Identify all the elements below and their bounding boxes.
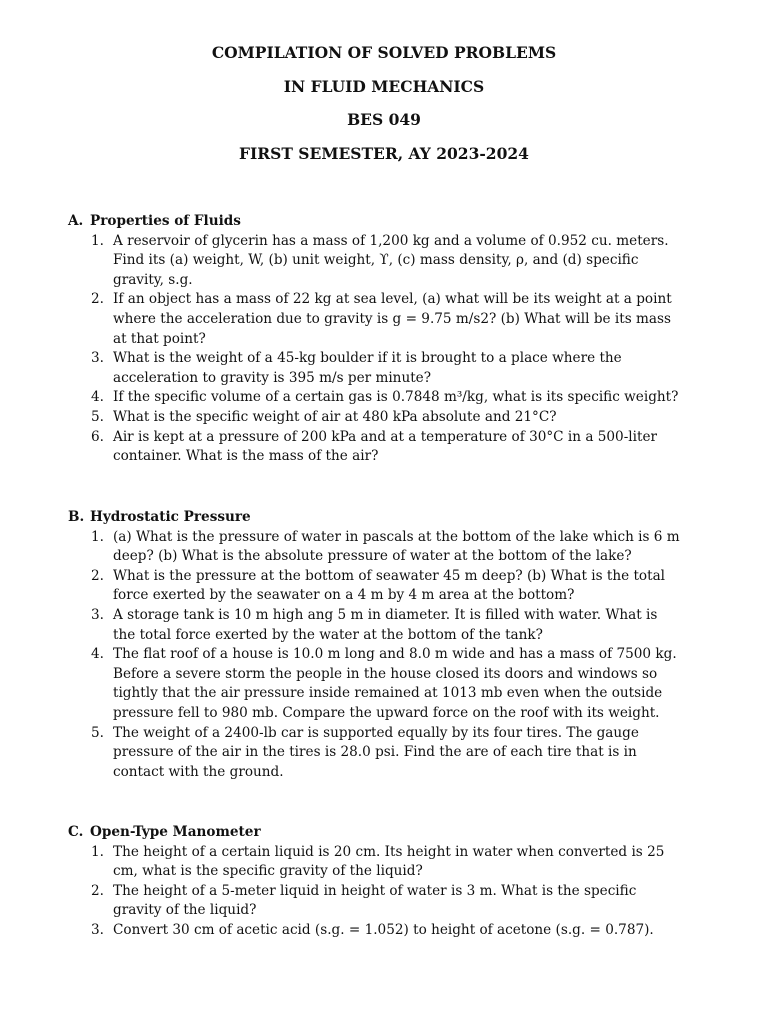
problem-text-line: Before a severe storm the people in the house closed its doors and windows so: [113, 665, 658, 682]
problem-text-line: acceleration to gravity is 395 m/s per minute?: [113, 369, 431, 386]
section-properties-of-fluids: [68, 212, 728, 467]
problem-number: 1.: [91, 843, 104, 860]
problem-item: [68, 606, 728, 645]
problem-text-line: gravity of the liquid?: [113, 902, 257, 919]
problem-list: [68, 843, 728, 941]
section-open-type-manometer: [68, 823, 728, 941]
problem-number: 2.: [91, 882, 104, 899]
problem-item: [68, 290, 728, 349]
problem-text-line: A storage tank is 10 m high ang 5 m in diameter. It is filled with water. What is: [113, 606, 658, 623]
problem-text-line: gravity, s.g.: [113, 271, 193, 288]
problem-number: 3.: [91, 606, 104, 623]
problem-number: 1.: [91, 232, 104, 249]
problem-text-line: The height of a 5-meter liquid in height of water is 3 m. What is the specific: [113, 882, 637, 899]
problem-list: [68, 528, 728, 783]
problem-item: [68, 645, 728, 723]
problem-text-line: container. What is the mass of the air?: [113, 448, 379, 465]
title-line-3: BES 049: [347, 110, 421, 129]
problem-text-line: pressure fell to 980 mb. Compare the upward force on the roof with its weight.: [113, 704, 660, 721]
problem-text-line: Convert 30 cm of acetic acid (s.g. = 1.052) to height of acetone (s.g. = 0.787).: [113, 921, 654, 938]
problem-text-line: contact with the ground.: [113, 763, 284, 780]
problem-text-line: What is the weight of a 45-kg boulder if it is brought to a place where the: [113, 350, 622, 367]
section-letter: A.: [68, 213, 84, 229]
problem-text-line: The flat roof of a house is 10.0 m long and 8.0 m wide and has a mass of 7500 kg.: [113, 646, 677, 663]
section-heading-text: Open-Type Manometer: [90, 824, 261, 840]
problem-number: 6.: [91, 428, 104, 445]
problem-number: 3.: [91, 350, 104, 367]
problem-number: 5.: [91, 408, 104, 425]
problem-text-line: deep? (b) What is the absolute pressure of water at the bottom of the lake?: [113, 548, 632, 565]
section-heading: [68, 212, 728, 232]
problem-item: [68, 408, 728, 428]
problem-number: 4.: [91, 389, 104, 406]
problem-text-line: What is the specific weight of air at 480 kPa absolute and 21°C?: [113, 408, 557, 425]
section-heading-text: Hydrostatic Pressure: [90, 509, 251, 525]
problem-item: [68, 428, 728, 467]
section-heading-text: Properties of Fluids: [90, 213, 241, 229]
problem-text-line: force exerted by the seawater on a 4 m by 4 m area at the bottom?: [113, 587, 575, 604]
problem-item: [68, 349, 728, 388]
problem-item: [68, 528, 728, 567]
problem-text-line: pressure of the air in the tires is 28.0 psi. Find the are of each tire that is in: [113, 744, 637, 761]
problem-number: 5.: [91, 724, 104, 741]
problem-text-line: (a) What is the pressure of water in pascals at the bottom of the lake which is 6 m: [113, 528, 680, 545]
problem-item: [68, 232, 728, 291]
problem-text-line: The height of a certain liquid is 20 cm. Its height in water when converted is 25: [113, 843, 665, 860]
problem-text-line: the total force exerted by the water at the bottom of the tank?: [113, 626, 543, 643]
problem-text-line: where the acceleration due to gravity is g = 9.75 m/s2? (b) What will be its mass: [113, 310, 671, 327]
problem-number: 4.: [91, 646, 104, 663]
section-heading: [68, 508, 728, 528]
problem-number: 1.: [91, 528, 104, 545]
section-letter: C.: [68, 824, 84, 840]
title-line-4: FIRST SEMESTER, AY 2023-2024: [239, 143, 529, 163]
problem-text-line: cm, what is the specific gravity of the liquid?: [113, 863, 423, 880]
title-line-2: IN FLUID MECHANICS: [283, 76, 485, 96]
problem-item: [68, 843, 728, 882]
problem-text-line: at that point?: [113, 330, 206, 347]
problem-text-line: Find its (a) weight, W, (b) unit weight, ϒ, (c) mass density, ρ, and (d) specific: [113, 252, 639, 269]
problem-item: [68, 882, 728, 921]
problem-text-line: The weight of a 2400-lb car is supported equally by its four tires. The gauge: [113, 724, 639, 741]
section-letter: B.: [68, 509, 85, 525]
problem-text-line: Air is kept at a pressure of 200 kPa and at a temperature of 30°C in a 500-liter: [113, 428, 657, 445]
section-hydrostatic-pressure: [68, 508, 728, 782]
document-title: [0, 45, 768, 179]
section-heading: [68, 823, 728, 843]
problem-item: [68, 921, 728, 941]
problem-number: 3.: [91, 921, 104, 938]
problem-text-line: A reservoir of glycerin has a mass of 1,200 kg and a volume of 0.952 cu. meters.: [113, 232, 669, 249]
problem-text-line: What is the pressure at the bottom of seawater 45 m deep? (b) What is the total: [113, 567, 666, 584]
problem-number: 2.: [91, 567, 104, 584]
problem-item: [68, 724, 728, 783]
problem-text-line: If an object has a mass of 22 kg at sea level, (a) what will be its weight at a point: [113, 291, 672, 308]
problem-text-line: tightly that the air pressure inside remained at 1013 mb even when the outside: [113, 685, 663, 702]
problem-text-line: If the specific volume of a certain gas is 0.7848 m³/kg, what is its specific weight?: [113, 389, 679, 406]
title-line-1: COMPILATION OF SOLVED PROBLEMS: [211, 43, 557, 62]
problem-list: [68, 232, 728, 467]
problem-item: [68, 388, 728, 408]
problem-item: [68, 567, 728, 606]
problem-number: 2.: [91, 291, 104, 308]
